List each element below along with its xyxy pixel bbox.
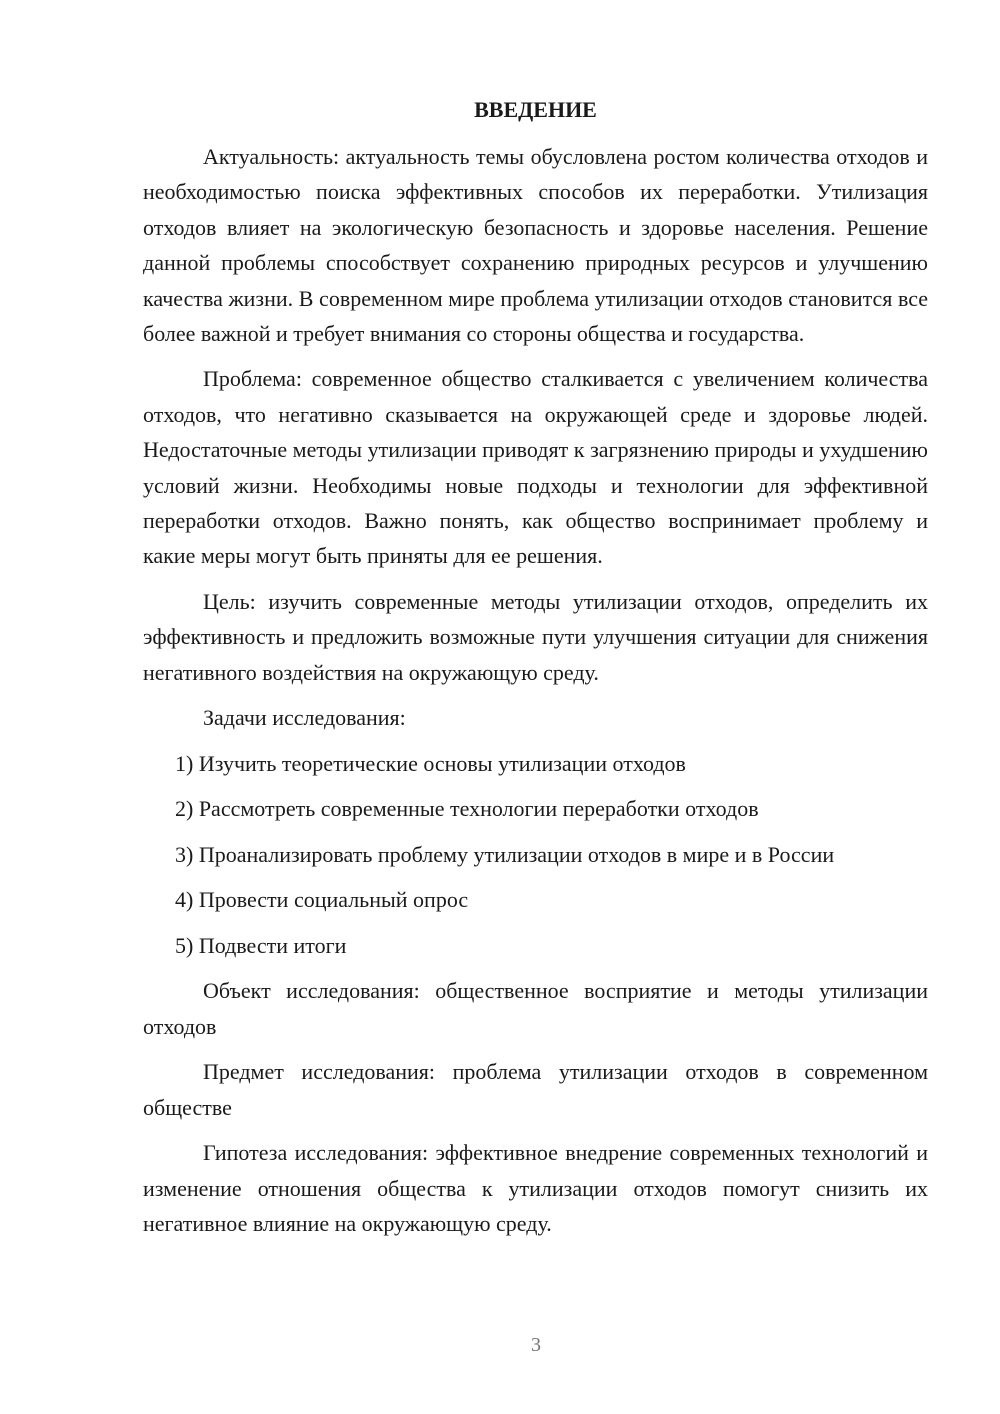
goal-paragraph: Цель: изучить современные методы утилизации отходов, определить их эффективность и предложить возможные пути улучшения ситуации для снижения негативного воздействия на окружающую среду.	[143, 588, 928, 685]
task-item: 1) Изучить теоретические основы утилизации отходов	[175, 750, 686, 776]
page-title: ВВЕДЕНИЕ	[474, 97, 597, 122]
tasks-list	[143, 746, 928, 964]
problem-paragraph: Проблема: современное общество сталкивается с увеличением количества отходов, что негативно сказывается на окружающей среде и здоровье людей. Недостаточные методы утилизации приводят к загрязнению природы и ухудшению условий жизни. Необходимы новые подходы и технологии для эффективной переработки отходов. Важно понять, как общество воспринимает проблему и какие меры могут быть приняты для ее решения.	[143, 366, 928, 569]
object-paragraph: Объект исследования: общественное восприятие и методы утилизации отходов	[143, 978, 928, 1039]
task-item: 4) Провести социальный опрос	[175, 887, 469, 913]
hypothesis-paragraph: Гипотеза исследования: эффективное внедрение современных технологий и изменение отношения общества к утилизации отходов помогут снизить их негативное влияние на окружающую среду.	[143, 1140, 928, 1236]
page-number: 3	[531, 1334, 541, 1356]
relevance-paragraph: Актуальность: актуальность темы обусловлена ростом количества отходов и необходимостью поиска эффективных способов их переработки. Утилизация отходов влияет на экологическую безопасность и здоровье населения. Решение данной проблемы способствует сохранению природных ресурсов и улучшению качества жизни. В современном мире проблема утилизации отходов становится все более важной и требует внимания со стороны общества и государства.	[143, 144, 928, 347]
task-item: 5) Подвести итоги	[175, 932, 347, 958]
task-item: 2) Рассмотреть современные технологии переработки отходов	[175, 796, 759, 822]
subject-paragraph: Предмет исследования: проблема утилизации отходов в современном обществе	[143, 1059, 928, 1120]
task-item: 3) Проанализировать проблему утилизации отходов в мире и в России	[175, 841, 835, 867]
tasks-label: Задачи исследования:	[203, 705, 406, 731]
document-page	[143, 95, 928, 1251]
